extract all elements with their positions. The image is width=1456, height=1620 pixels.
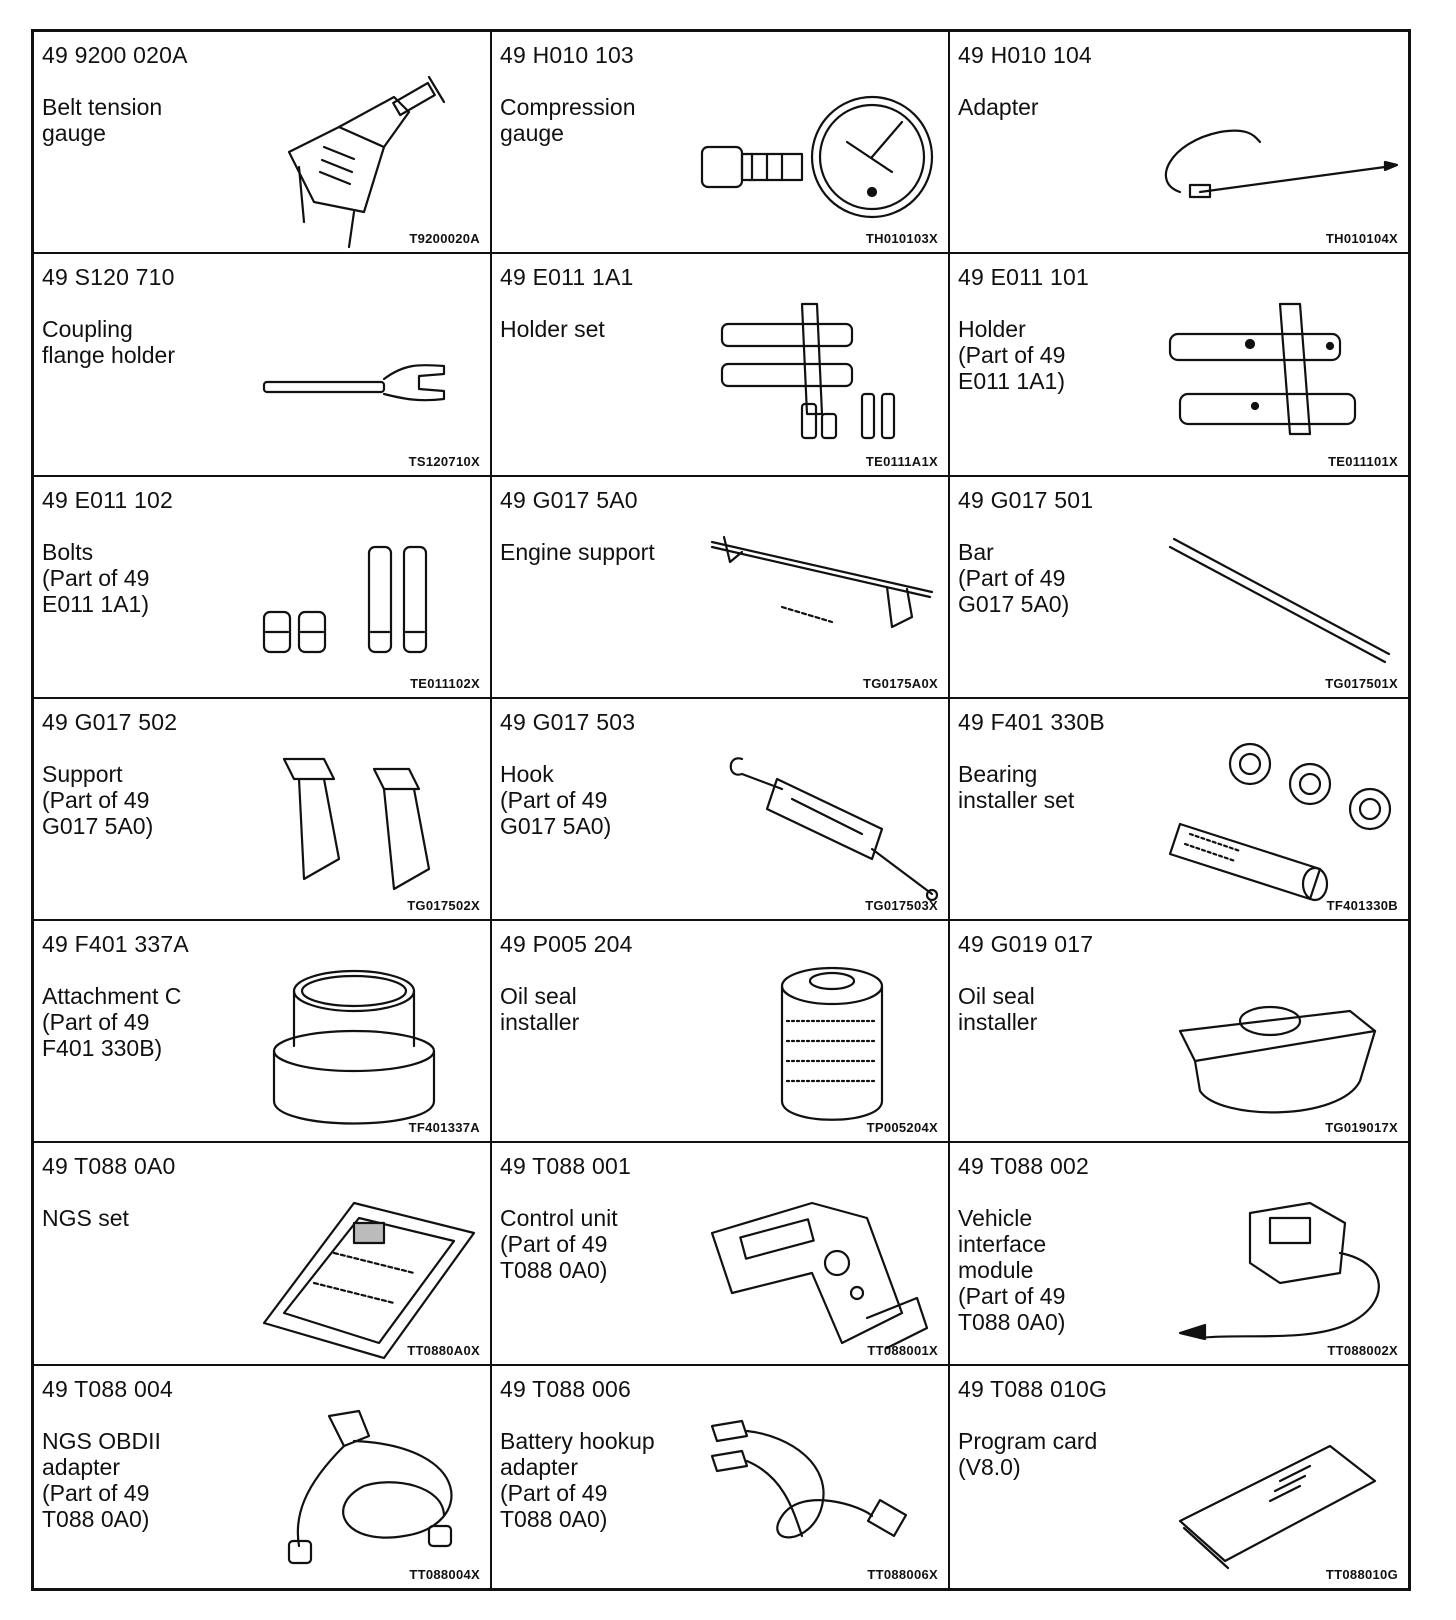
battery-hookup-adapter-icon — [702, 1406, 942, 1566]
tool-name: Engine support — [500, 538, 655, 565]
figure-code: TS120710X — [408, 453, 480, 469]
part-number: 49 E011 102 — [42, 486, 173, 513]
figure-code: TG017501X — [1325, 675, 1398, 691]
tool-name: Control unit (Part of 49 T088 0A0) — [500, 1205, 618, 1284]
figure-code: TP005204X — [866, 1120, 938, 1136]
tool-cell — [950, 921, 1408, 1143]
part-number: 49 T088 010G — [958, 1375, 1108, 1402]
compression-gauge-icon — [702, 72, 942, 232]
tool-cell — [492, 477, 950, 699]
ngs-set-icon — [244, 1183, 484, 1343]
tool-cell — [34, 254, 492, 476]
part-number: 49 G019 017 — [958, 931, 1094, 958]
figure-code: TT088006X — [867, 1567, 938, 1582]
tool-cell — [492, 254, 950, 476]
part-number: 49 H010 104 — [958, 42, 1092, 68]
tool-name: NGS set — [42, 1205, 129, 1232]
part-number: 49 G017 503 — [500, 708, 636, 735]
tool-name: Battery hookup adapter (Part of 49 T088 0A0) — [500, 1427, 655, 1532]
hook-icon — [702, 739, 942, 899]
tool-cell — [34, 1143, 492, 1365]
tool-name: Adapter — [958, 94, 1039, 120]
part-number: 49 P005 204 — [500, 931, 633, 958]
figure-code: TT0880A0X — [407, 1342, 480, 1358]
tool-name: Program card (V8.0) — [958, 1427, 1098, 1480]
tool-name: Attachment C (Part of 49 F401 330B) — [42, 983, 182, 1062]
part-number: 49 E011 1A1 — [500, 264, 634, 291]
program-card-icon — [1160, 1406, 1400, 1566]
figure-code: TT088004X — [409, 1567, 480, 1582]
part-number: 49 H010 103 — [500, 42, 634, 68]
figure-code: TE0111A1X — [865, 453, 938, 469]
figure-code: TH010104X — [1325, 231, 1398, 247]
tool-cell — [492, 32, 950, 254]
belt-tension-gauge-icon — [244, 72, 484, 232]
part-number: 49 9200 020A — [42, 42, 188, 68]
part-number: 49 T088 002 — [958, 1153, 1089, 1180]
figure-code: TE011101X — [1328, 453, 1398, 469]
figure-code: TF401337A — [408, 1120, 480, 1136]
figure-code: TG0175A0X — [863, 675, 938, 691]
tool-cell — [950, 1143, 1408, 1365]
holder-set-icon — [702, 294, 942, 454]
tool-cell — [492, 699, 950, 921]
tool-name: Holder (Part of 49 E011 1A1) — [958, 316, 1066, 395]
tool-cell — [34, 477, 492, 699]
part-number: 49 F401 330B — [958, 708, 1105, 735]
part-number: 49 G017 501 — [958, 486, 1094, 513]
tool-cell — [492, 921, 950, 1143]
tool-cell — [34, 921, 492, 1143]
tool-cell — [950, 1366, 1408, 1588]
tool-name: Bar (Part of 49 G017 5A0) — [958, 538, 1070, 617]
tool-name: Coupling flange holder — [42, 316, 175, 369]
bolts-icon — [244, 517, 484, 677]
bar-icon — [1160, 517, 1400, 677]
part-number: 49 T088 004 — [42, 1375, 173, 1402]
tool-name: Bolts (Part of 49 E011 1A1) — [42, 538, 150, 617]
tool-name: Vehicle interface module (Part of 49 T088 0A0) — [958, 1205, 1066, 1336]
part-number: 49 S120 710 — [42, 264, 175, 291]
tool-cell — [34, 32, 492, 254]
tool-cell — [34, 1366, 492, 1588]
part-number: 49 T088 006 — [500, 1375, 631, 1402]
part-number: 49 G017 5A0 — [500, 486, 638, 513]
figure-code: TF401330B — [1326, 898, 1398, 914]
tool-cell — [950, 32, 1408, 254]
attachment-c-icon — [244, 961, 484, 1121]
engine-support-icon — [702, 517, 942, 677]
part-number: 49 G017 502 — [42, 708, 178, 735]
obdii-adapter-icon — [244, 1406, 484, 1566]
coupling-flange-holder-icon — [244, 294, 484, 454]
figure-code: TG017503X — [865, 898, 938, 914]
tool-name: Oil seal installer — [500, 983, 580, 1036]
part-number: 49 E011 101 — [958, 264, 1089, 291]
oil-seal-installer-2-icon — [1160, 961, 1400, 1121]
special-tools-table — [31, 29, 1411, 1591]
holder-icon — [1160, 294, 1400, 454]
tool-cell — [34, 699, 492, 921]
tool-name: Belt tension gauge — [42, 94, 163, 146]
tool-name: Bearing installer set — [958, 760, 1075, 813]
tool-cell — [950, 699, 1408, 921]
vehicle-interface-module-icon — [1160, 1183, 1400, 1343]
tool-cell — [492, 1366, 950, 1588]
figure-code: TE011102X — [410, 675, 480, 691]
bearing-installer-set-icon — [1160, 739, 1400, 899]
figure-code: TT088010G — [1325, 1567, 1398, 1582]
figure-code: T9200020A — [409, 231, 480, 247]
part-number: 49 F401 337A — [42, 931, 189, 958]
figure-code: TH010103X — [865, 231, 938, 247]
tool-cell — [950, 254, 1408, 476]
tool-cell — [950, 477, 1408, 699]
figure-code: TG017502X — [407, 898, 480, 914]
tool-name: NGS OBDII adapter (Part of 49 T088 0A0) — [42, 1427, 161, 1532]
adapter-icon — [1160, 72, 1400, 232]
tool-name: Oil seal installer — [958, 983, 1038, 1036]
tool-cell — [492, 1143, 950, 1365]
figure-code: TG019017X — [1325, 1120, 1398, 1136]
control-unit-icon — [702, 1183, 942, 1343]
part-number: 49 T088 001 — [500, 1153, 631, 1180]
tool-name: Compression gauge — [500, 94, 636, 146]
support-icon — [244, 739, 484, 899]
tool-name: Hook (Part of 49 G017 5A0) — [500, 760, 612, 839]
tool-name: Holder set — [500, 316, 605, 343]
oil-seal-installer-icon — [702, 961, 942, 1121]
figure-code: TT088002X — [1327, 1342, 1398, 1358]
part-number: 49 T088 0A0 — [42, 1153, 176, 1180]
figure-code: TT088001X — [867, 1342, 938, 1358]
tool-name: Support (Part of 49 G017 5A0) — [42, 760, 154, 839]
